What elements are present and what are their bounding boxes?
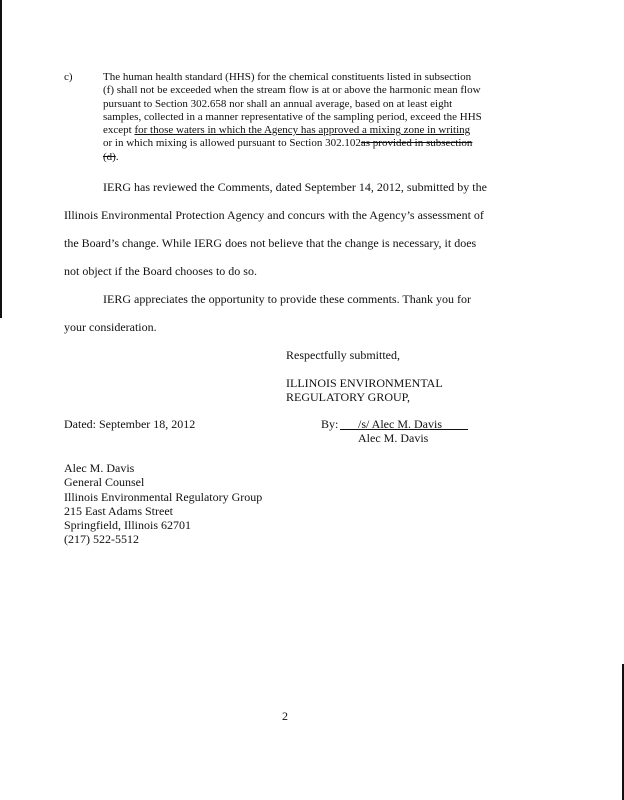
subsection-c-line-7-end: . — [115, 150, 119, 163]
org-line-1: ILLINOIS ENVIRONMENTAL — [286, 376, 443, 390]
para1-line-3: the Board’s change. While IERG does not believe that the change is necessary, it does — [64, 236, 477, 250]
signer-name: Alec M. Davis — [358, 431, 429, 445]
contact-phone: (217) 522-5512 — [64, 532, 139, 547]
contact-title: General Counsel — [64, 475, 145, 490]
subsection-c-text — [103, 71, 503, 164]
by-label: By: — [321, 417, 339, 431]
subsection-label: c) — [64, 71, 73, 83]
subsection-c-line-4: samples, collected in a manner representative of the sampling period, exceed the HHS — [103, 110, 482, 123]
subsection-c-line-6 — [103, 137, 503, 150]
contact-org: Illinois Environmental Regulatory Group — [64, 489, 263, 504]
para1-line-1: IERG has reviewed the Comments, dated September 14, 2012, submitted by the — [103, 180, 487, 194]
signature: /s/ Alec M. Davis — [358, 417, 442, 431]
contact-city: Springfield, Illinois 62701 — [64, 518, 191, 533]
subsection-c-line-5-plain: except — [103, 124, 135, 137]
inserted-text: for those waters in which the Agency has approved a mixing zone in writing — [134, 124, 471, 137]
subsection-c-line-7 — [103, 151, 503, 164]
para1-line-4: not object if the Board chooses to do so. — [64, 264, 257, 278]
org-line-2: REGULATORY GROUP, — [286, 390, 411, 404]
subsection-c-line-1: The human health standard (HHS) for the chemical constituents listed in subsection — [103, 71, 472, 83]
subsection-c-line-6-plain: or in which mixing is allowed pursuant to Section 302.102 — [103, 137, 361, 150]
contact-block — [64, 461, 262, 547]
para1-line-2: Illinois Environmental Protection Agency and concurs with the Agency’s assessment of — [64, 208, 484, 222]
subsection-c-line-5 — [103, 124, 503, 137]
contact-name: Alec M. Davis — [64, 461, 135, 475]
page-number: 2 — [282, 709, 288, 723]
subsection-c-line-3: pursuant to Section 302.658 nor shall an annual average, based on at least eight — [103, 97, 453, 110]
para2-line-1: IERG appreciates the opportunity to provide these comments. Thank you for — [103, 292, 472, 306]
closing: Respectfully submitted, — [286, 348, 400, 362]
dated: Dated: September 18, 2012 — [64, 417, 196, 431]
deleted-text-2: (d) — [103, 150, 116, 163]
subsection-c-line-2: (f) shall not be exceeded when the stream flow is at or above the harmonic mean flow — [103, 84, 481, 97]
contact-street: 215 East Adams Street — [64, 503, 173, 518]
para2-line-2: your consideration. — [64, 320, 157, 334]
deleted-text: as provided in subsection — [360, 137, 473, 150]
scan-edge-left — [0, 0, 2, 318]
